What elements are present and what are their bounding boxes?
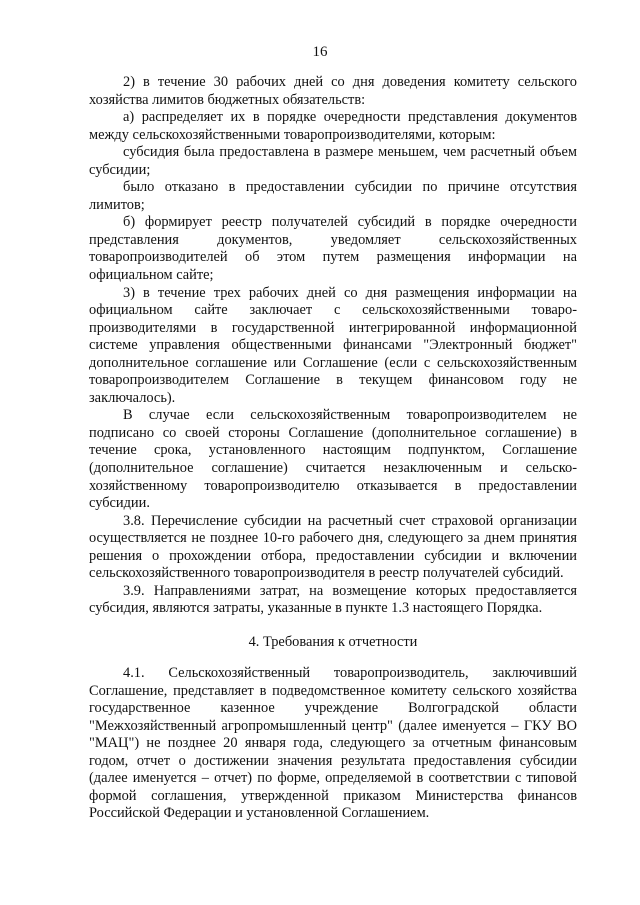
paragraph-b-register: б) формирует реестр получателей субсидий в порядке очередности представления документов, уведомляет сельскохозяйственных товаропроизводителей об этом путем размещения информации на официальном сайте; — [89, 214, 577, 284]
paragraph-3-9-directions: 3.9. Направлениями затрат, на возмещение которых предоставляется субсидия, являются затраты, указанные в пункте 1.3 настоящего Порядка. — [89, 582, 577, 617]
document-body — [89, 74, 577, 823]
paragraph-3-8-transfer: 3.8. Перечисление субсидии на расчетный счет страховой организации осуществляется не позднее 10-го рабочего дня, следующего за днем принятия решения о прохождении отбора, предоставлении субсидии и включении сельскохозяйственного товаропроизводителя в реестр получателей субсидий. — [89, 512, 577, 582]
paragraph-a-distribute: а) распределяет их в порядке очередности представления документов между сельскохозяйственными товаропроизводителями, которым: — [89, 109, 577, 143]
paragraph-3-agreement: 3) в течение трех рабочих дней со дня размещения информации на официальном сайте заключает с сельскохозяйственными товаропроизводителями в государственной интегрированной информационной системе управления общественными финансами "Электронный бюджет" дополнительное соглашение или Соглашение (если с сельскохозяйственным товаропроизводителем Соглашение в текущем финансовом году не заключалось). — [89, 284, 577, 406]
paragraph-not-signed: В случае если сельскохозяйственным товаропроизводителем не подписано со своей стороны Соглашение (дополнительное соглашение) в течение срока, установленного настоящим подпунктом, Соглашение (дополнительное соглашение) считается незаключенным и сельскохозяйственному товаропроизводителю отказывается в предоставлении субсидии. — [89, 407, 577, 512]
paragraph-refused-limits: было отказано в предоставлении субсидии по причине отсутствия лимитов; — [89, 179, 577, 213]
section-heading-reporting: 4. Требования к отчетности — [248, 633, 418, 650]
paragraph-2-limits: 2) в течение 30 рабочих дней со дня доведения комитету сельского хозяйства лимитов бюджетных обязательств: — [89, 74, 577, 108]
paragraph-4-1-report: 4.1. Сельскохозяйственный товаропроизводитель, заключивший Соглашение, представляет в подведомственное комитету сельского хозяйства государственное казенное учреждение Волгоградской области "Межхозяйственный агропромышленный центр" (далее именуется – ГКУ ВО "МАЦ") не позднее 20 января года, следующего за отчетным финансовым годом, отчет о достижении значения результата предоставления субсидии (далее именуется – отчет) по форме, определяемой в соответствии с типовой формой соглашения, утвержденной приказом Министерства финансов Российской Федерации и установленной Соглашением. — [89, 664, 577, 822]
page-number: 16 — [312, 44, 328, 60]
paragraph-subsidy-less: субсидия была предоставлена в размере меньшем, чем расчетный объем субсидии; — [89, 144, 577, 178]
